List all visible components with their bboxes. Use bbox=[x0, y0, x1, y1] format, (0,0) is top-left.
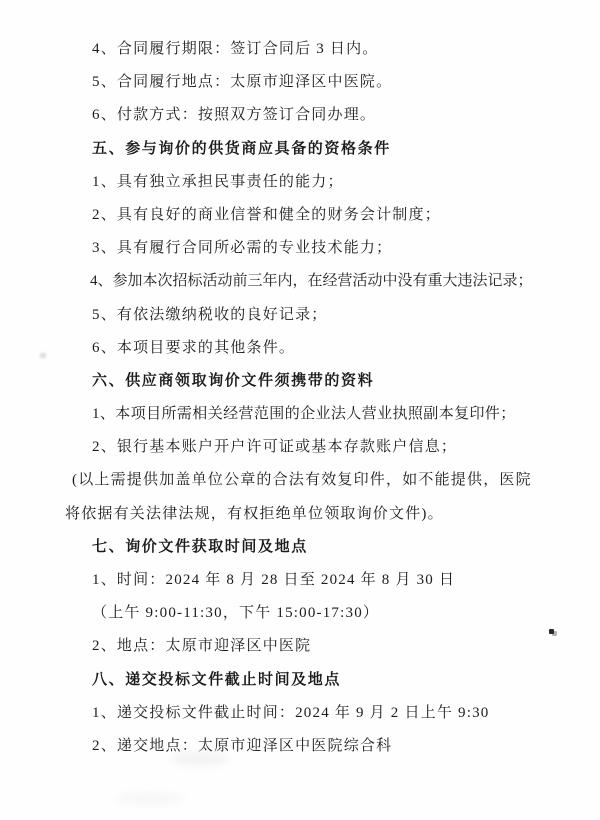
doc-line: 3、具有履行合同所必需的专业技术能力； bbox=[92, 240, 393, 257]
scan-smudge bbox=[170, 752, 230, 766]
document-text-block bbox=[65, 33, 547, 763]
doc-line: 4、参加本次招标活动前三年内，在经营活动中没有重大违法记录； bbox=[90, 273, 533, 290]
doc-line: 2、银行基本账户开户许可证或基本存款账户信息； bbox=[92, 439, 458, 456]
scan-speck bbox=[40, 353, 46, 358]
doc-line: (以上需提供加盖单位公章的合法有效复印件，如不能提供，医院 bbox=[72, 472, 532, 489]
doc-section-heading: 五、参与询价的供货商应具备的资格条件 bbox=[92, 140, 391, 157]
doc-line: 4、合同履行期限：签订合同后 3 日内。 bbox=[92, 41, 379, 57]
doc-line: 1、递交投标文件截止时间：2024 年 9 月 2 日上午 9:30 bbox=[92, 704, 490, 721]
doc-line: （上午 9:00-11:30，下午 15:00-17:30） bbox=[92, 605, 380, 622]
doc-line: 6、付款方式：按照双方签订合同办理。 bbox=[92, 107, 377, 124]
doc-line: 2、具有良好的商业信誉和健全的财务会计制度； bbox=[92, 206, 441, 223]
doc-section-heading: 七、询价文件获取时间及地点 bbox=[92, 538, 308, 555]
doc-section-heading: 六、供应商领取询价文件须携带的资料 bbox=[92, 372, 375, 389]
doc-line: 5、有依法缴纳税收的良好记录； bbox=[92, 306, 328, 323]
doc-section-heading: 八、递交投标文件截止时间及地点 bbox=[92, 671, 342, 688]
doc-line: 1、时间：2024 年 8 月 28 日至 2024 年 8 月 30 日 bbox=[92, 572, 456, 588]
doc-line: 1、具有独立承担民事责任的能力； bbox=[92, 173, 344, 190]
doc-line: 2、递交地点：太原市迎泽区中医院综合科 bbox=[92, 737, 393, 754]
doc-line: 将依据有关法律法规，有权拒绝单位领取询价文件)。 bbox=[65, 505, 444, 522]
doc-line: 1、本项目所需相关经营范围的企业法人营业执照副本复印件； bbox=[92, 406, 516, 423]
doc-line: 2、地点：太原市迎泽区中医院 bbox=[92, 638, 312, 655]
scan-speck bbox=[549, 629, 554, 634]
scan-smudge bbox=[115, 793, 185, 805]
doc-line: 5、合同履行地点：太原市迎泽区中医院。 bbox=[92, 74, 393, 91]
doc-line: 6、本项目要求的其他条件。 bbox=[92, 339, 296, 356]
